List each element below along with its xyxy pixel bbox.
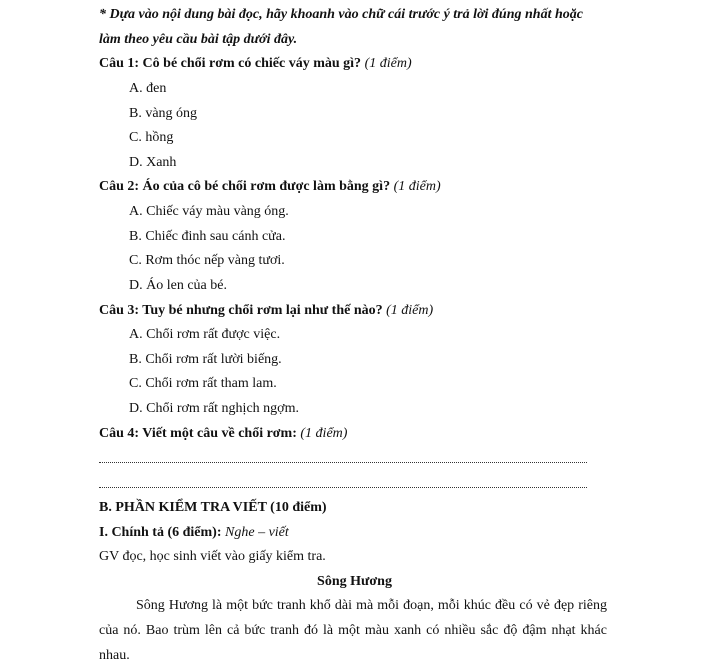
question-3 — [99, 302, 433, 320]
question-4-title: Câu 4: Viết một câu về chổi rơm: — [99, 426, 297, 441]
question-1 — [99, 55, 412, 73]
question-3-title: Câu 3: Tuy bé nhưng chổi rơm lại như thế nào? — [99, 303, 383, 318]
answer-line-1[interactable] — [99, 461, 587, 463]
q1-option-b: B. vàng óng — [129, 106, 198, 121]
q1-option-d: D. Xanh — [129, 155, 177, 170]
passage-title: Sông Hương — [317, 574, 392, 589]
q2-option-a: A. Chiếc váy màu vàng óng. — [129, 204, 289, 219]
chinh-ta-mode: Nghe – viết — [225, 525, 289, 540]
q2-option-c: C. Rơm thóc nếp vàng tươi. — [129, 253, 285, 268]
question-3-points: (1 điểm) — [386, 303, 434, 318]
q3-option-c: C. Chổi rơm rất tham lam. — [129, 376, 277, 391]
question-1-title: Câu 1: Cô bé chổi rơm có chiếc váy màu gì? — [99, 56, 362, 71]
question-1-points: (1 điểm) — [364, 56, 412, 71]
chinh-ta-line — [99, 524, 289, 542]
q2-option-b: B. Chiếc đinh sau cánh cửa. — [129, 229, 286, 244]
instruction-line-2: làm theo yêu cầu bài tập dưới đây. — [99, 32, 298, 47]
teacher-instruction: GV đọc, học sinh viết vào giấy kiểm tra. — [99, 549, 326, 564]
answer-line-2[interactable] — [99, 486, 587, 488]
question-4 — [99, 425, 347, 443]
question-2-title: Câu 2: Áo của cô bé chổi rơm được làm bằng gì? — [99, 179, 391, 194]
question-2-points: (1 điểm) — [393, 179, 441, 194]
instruction-line-1: * Dựa vào nội dung bài đọc, hãy khoanh vào chữ cái trước ý trả lời đúng nhất hoặc — [99, 7, 583, 22]
passage-text: Sông Hương là một bức tranh khổ dài mà mỗi đoạn, mỗi khúc đều có vẻ đẹp riêng của nó. Bao trùm lên cả bức tranh đó là một màu xanh có nhiều sắc độ đậm nhạt khác nhau. — [99, 598, 607, 663]
q3-option-d: D. Chổi rơm rất nghịch ngợm. — [129, 401, 299, 416]
q3-option-a: A. Chổi rơm rất được việc. — [129, 327, 281, 342]
question-4-points: (1 điểm) — [300, 426, 348, 441]
q1-option-c: C. hồng — [129, 130, 174, 145]
q2-option-d: D. Áo len của bé. — [129, 278, 227, 293]
chinh-ta-label: I. Chính tả (6 điểm): — [99, 525, 222, 540]
q3-option-b: B. Chổi rơm rất lười biếng. — [129, 352, 282, 367]
q1-option-a: A. đen — [129, 81, 167, 96]
question-2 — [99, 178, 441, 196]
section-b-heading: B. PHẦN KIỂM TRA VIẾT (10 điểm) — [99, 500, 327, 515]
